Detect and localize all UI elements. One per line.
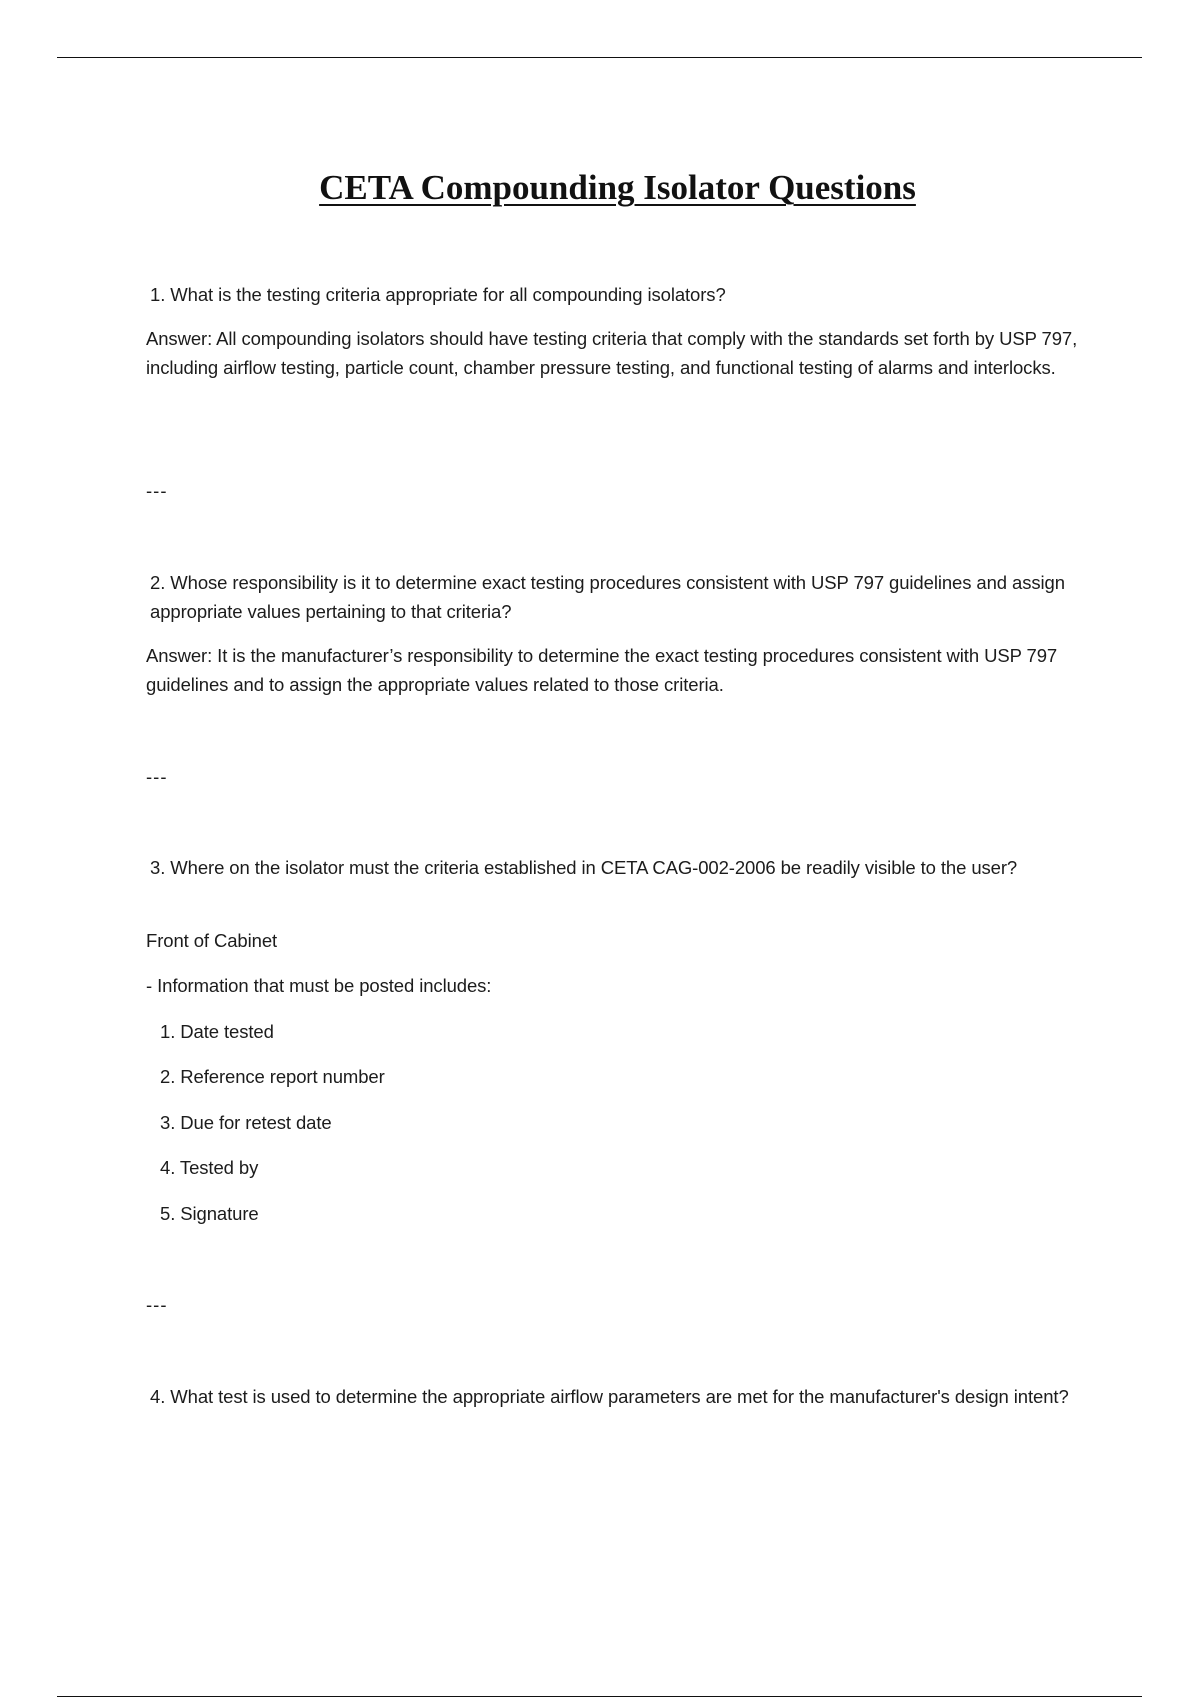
separator-2: --- <box>146 766 168 787</box>
bottom-rule <box>57 1696 1142 1697</box>
list-item-tested-by: 4. Tested by <box>160 1157 259 1178</box>
question-2: 2. Whose responsibility is it to determine exact testing procedures consistent with USP 797 guidelines and assign appropriate values pertaining to that criteria? <box>150 572 1065 622</box>
separator-3: --- <box>146 1294 168 1315</box>
separator-1: --- <box>146 480 168 501</box>
list-item-retest-date: 3. Due for retest date <box>160 1112 332 1133</box>
answer-3: Front of Cabinet <box>146 930 278 951</box>
answer-3-note: - Information that must be posted includes: <box>146 975 492 996</box>
question-1: 1. What is the testing criteria appropriate for all compounding isolators? <box>150 284 726 305</box>
question-3: 3. Where on the isolator must the criteria established in CETA CAG-002-2006 be readily visible to the user? <box>150 857 1018 878</box>
answer-1: Answer: All compounding isolators should have testing criteria that comply with the standards set forth by USP 797, including airflow testing, particle count, chamber pressure testing, and functional testing of alarms and interlocks. <box>146 328 1078 378</box>
page-title: CETA Compounding Isolator Questions <box>319 168 916 207</box>
list-item-date-tested: 1. Date tested <box>160 1021 274 1042</box>
answer-2: Answer: It is the manufacturer’s responsibility to determine the exact testing procedures consistent with USP 797 guidelines and to assign the appropriate values related to those criteria. <box>146 645 1058 695</box>
list-item-reference-report: 2. Reference report number <box>160 1066 385 1087</box>
list-item-signature: 5. Signature <box>160 1203 259 1224</box>
question-4: 4. What test is used to determine the appropriate airflow parameters are met for the manufacturer's design intent? <box>150 1386 1069 1407</box>
top-rule <box>57 57 1142 58</box>
